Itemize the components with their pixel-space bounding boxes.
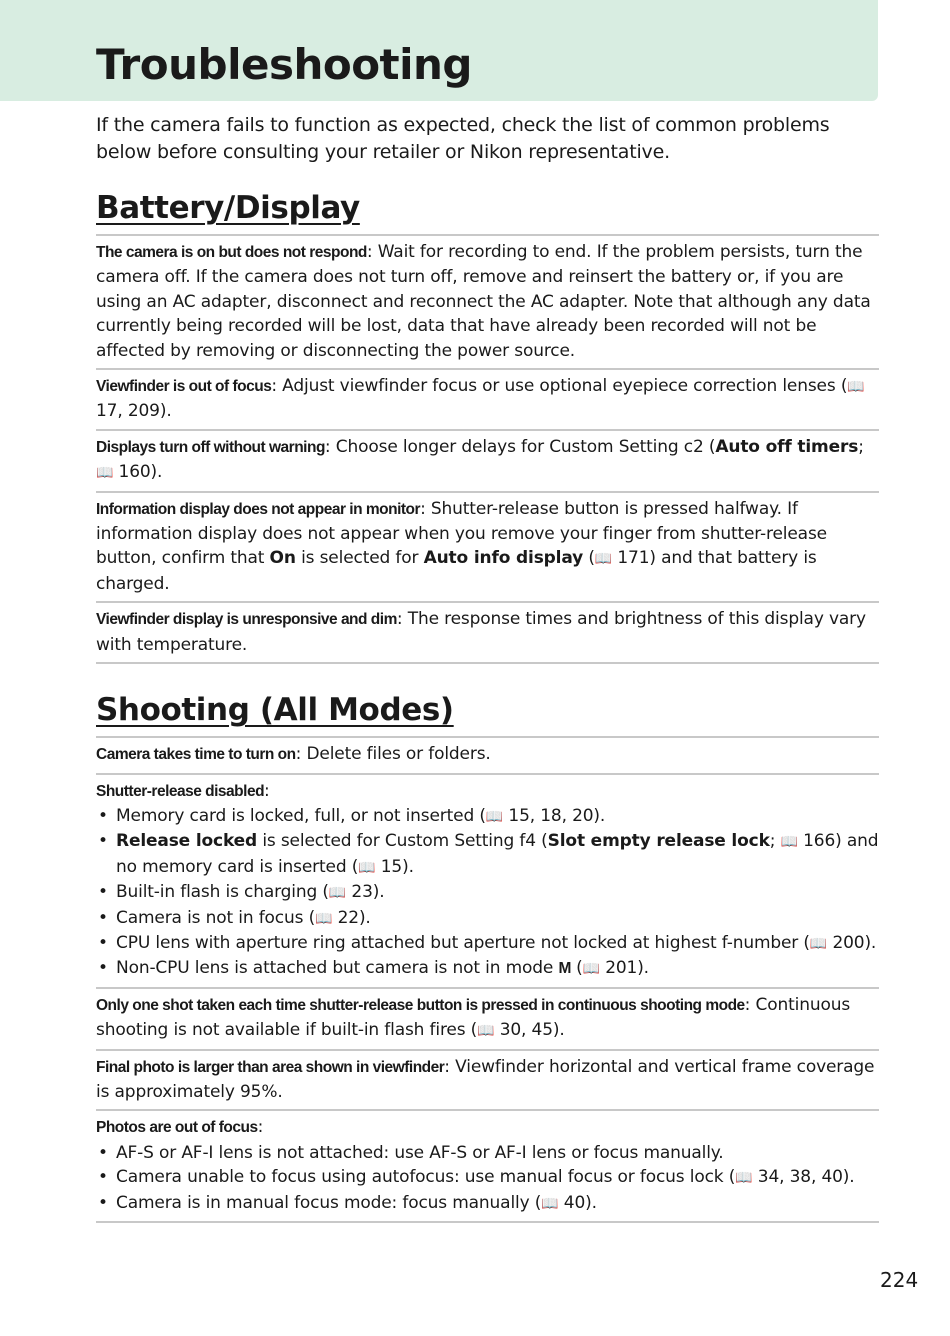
section-heading-shooting: Shooting (All Modes) — [96, 692, 454, 729]
entry-continuous-one-shot: Only one shot taken each time shutter-release button is pressed in continuous shooting mode: Continuous shooting is not available if built-in flash fires (📖 30, 45). — [96, 987, 879, 1049]
book-reference-icon: 📖 — [809, 935, 828, 952]
entry-displays-turn-off: Displays turn off without warning: Choose longer delays for Custom Setting c2 (Auto off timers; 📖 160). — [96, 429, 879, 491]
menu-item-name: Auto info display — [423, 548, 584, 569]
entry-slow-turn-on: Camera takes time to turn on: Delete files or folders. — [96, 736, 879, 772]
entry-text: ( — [583, 548, 595, 569]
entry-text: Choose longer delays for Custom Setting c2 ( — [335, 436, 716, 457]
list-item: • AF-S or AF-I lens is not attached: use AF-S or AF-I lens or focus manually. — [96, 1141, 879, 1165]
entry-frame-coverage: Final photo is larger than area shown in viewfinder: Viewfinder horizontal and vertical frame coverage is approximately 95%. — [96, 1049, 879, 1110]
entry-term: Viewfinder is out of focus — [96, 378, 272, 396]
list-item: • Non-CPU lens is attached but camera is not in mode M (📖 201). — [96, 956, 879, 981]
book-reference-icon: 📖 — [96, 465, 114, 482]
bullet-list — [96, 1141, 879, 1216]
list-item: • Release locked is selected for Custom Setting f4 (Slot empty release lock; 📖 166) and no memory card is inserted (📖 15). — [96, 829, 879, 880]
book-reference-icon: 📖 — [315, 910, 333, 927]
entry-term: Only one shot taken each time shutter-release button is pressed in continuous shooting mode — [96, 996, 745, 1014]
entry-text: 171) and that battery is charged. — [96, 548, 817, 594]
menu-item-name: Auto off timers — [715, 436, 859, 457]
page-title: Troubleshooting — [96, 40, 472, 89]
bullet-list — [96, 804, 879, 982]
entry-text: 160). — [113, 462, 163, 483]
entry-viewfinder-dim: Viewfinder display is unresponsive and dim: The response times and brightness of this display vary with temperature. — [96, 601, 879, 664]
entry-information-display: Information display does not appear in monitor: Shutter-release button is pressed halfway. If information display does not appear when you remove your finger from shutter-release button, confirm that On is selected for Auto info display (📖 171) and that battery is charged. — [96, 491, 879, 602]
list-item: • CPU lens with aperture ring attached but aperture not locked at highest f-number (📖 200). — [96, 931, 879, 956]
entry-term: Information display does not appear in monitor — [96, 500, 421, 518]
menu-item-name: Release locked — [116, 831, 258, 852]
section-heading-battery-display: Battery/Display — [96, 190, 360, 226]
entry-term: Final photo is larger than area shown in viewfinder — [96, 1058, 445, 1076]
menu-item-name: Slot empty release lock — [547, 831, 770, 852]
exposure-mode-letter: M — [558, 960, 571, 978]
book-reference-icon: 📖 — [358, 859, 376, 876]
option-name: On — [269, 548, 296, 569]
entry-text: Wait for recording to end. If the problem persists, turn the camera off. If the camera does not turn off, remove and reinsert the battery or, if you are using an AC adapter, disconnect and reconnect the AC adapter. Note that although any data currently being recorded will be lost, data that have already been recorded will not be affected by removing or disconnecting the power source. — [96, 242, 871, 361]
entry-text: Continuous shooting is not available if built-in flash fires ( — [96, 994, 851, 1041]
entry-photos-out-of-focus: Photos are out of focus: • AF-S or AF-I lens is not attached: use AF-S or AF-I lens or focus manually. • Camera unable to focus using autofocus: use manual focus or focus lock (📖 34, 38, 40). • Camera is in manual focus mode: focus manually (📖 40). — [96, 1109, 879, 1223]
entry-term: Viewfinder display is unresponsive and dim — [96, 611, 397, 629]
entry-text: The response times and brightness of this display vary with temperature. — [96, 609, 866, 655]
book-reference-icon: 📖 — [847, 379, 865, 396]
entry-text: is selected for — [295, 548, 424, 569]
entry-text: Shutter-release button is pressed halfway. If information display does not appear when you remove your finger from shutter-release button, confirm that — [96, 498, 827, 569]
list-item: • Built-in flash is charging (📖 23). — [96, 880, 879, 905]
book-reference-icon: 📖 — [780, 834, 798, 851]
entry-term: Photos are out of focus — [96, 1119, 258, 1137]
entry-text: ; — [858, 436, 864, 457]
entry-shutter-release-disabled: Shutter-release disabled: • Memory card is locked, full, or not inserted (📖 15, 18, 20). • Release locked is selected for Custom Setting f4 (Slot empty release lock; 📖 166) and no memory card is inserted (📖 15). • Built-in flash is charging (📖 23). • Camera is not in focus (📖 22). • CPU lens with aperture ring attached but aperture not locked at highest f-number (📖 200). • Non-CPU lens is attached but camera is not in mode M (📖 201). — [96, 773, 879, 987]
entry-text: Adjust viewfinder focus or use optional eyepiece correction lenses ( — [282, 376, 848, 397]
book-reference-icon: 📖 — [594, 551, 613, 568]
entry-term: Shutter-release disabled — [96, 782, 265, 800]
entry-term: Displays turn off without warning — [96, 438, 325, 456]
book-reference-icon: 📖 — [735, 1170, 753, 1187]
list-item: • Camera unable to focus using autofocus: use manual focus or focus lock (📖 34, 38, 40). — [96, 1165, 879, 1190]
intro-paragraph: If the camera fails to function as expected, check the list of common problems below before consulting your retailer or Nikon representative. — [96, 114, 830, 163]
entry-term: The camera is on but does not respond — [96, 244, 367, 261]
list-item: • Camera is not in focus (📖 22). — [96, 906, 879, 931]
entry-term: Camera takes time to turn on — [96, 746, 296, 764]
entry-text: Delete files or folders. — [306, 744, 491, 765]
entry-text: 17, 209). — [96, 401, 172, 422]
entry-viewfinder-out-of-focus: Viewfinder is out of focus: Adjust viewfinder focus or use optional eyepiece correction lenses (📖 17, 209). — [96, 368, 879, 429]
book-reference-icon: 📖 — [477, 1023, 495, 1040]
book-reference-icon: 📖 — [485, 808, 504, 825]
book-reference-icon: 📖 — [328, 885, 347, 902]
entry-text: Viewfinder horizontal and vertical frame coverage is approximately 95%. — [96, 1056, 875, 1102]
list-item: • Memory card is locked, full, or not inserted (📖 15, 18, 20). — [96, 804, 879, 829]
page-number: 224 — [880, 1268, 919, 1292]
entry-text: 30, 45). — [494, 1020, 565, 1041]
book-reference-icon: 📖 — [541, 1195, 559, 1212]
book-reference-icon: 📖 — [582, 961, 600, 978]
list-item: • Camera is in manual focus mode: focus manually (📖 40). — [96, 1191, 879, 1216]
page-content — [96, 112, 879, 1223]
entry-camera-not-responding: The camera is on but does not respond: Wait for recording to end. If the problem persists, turn the camera off. If the camera does not turn off, remove and reinsert the battery or, if you are using an AC adapter, disconnect and reconnect the AC adapter. Note that although any data currently being recorded will be lost, data that have already been recorded will not be affected by removing or disconnecting the power source. — [96, 234, 879, 368]
